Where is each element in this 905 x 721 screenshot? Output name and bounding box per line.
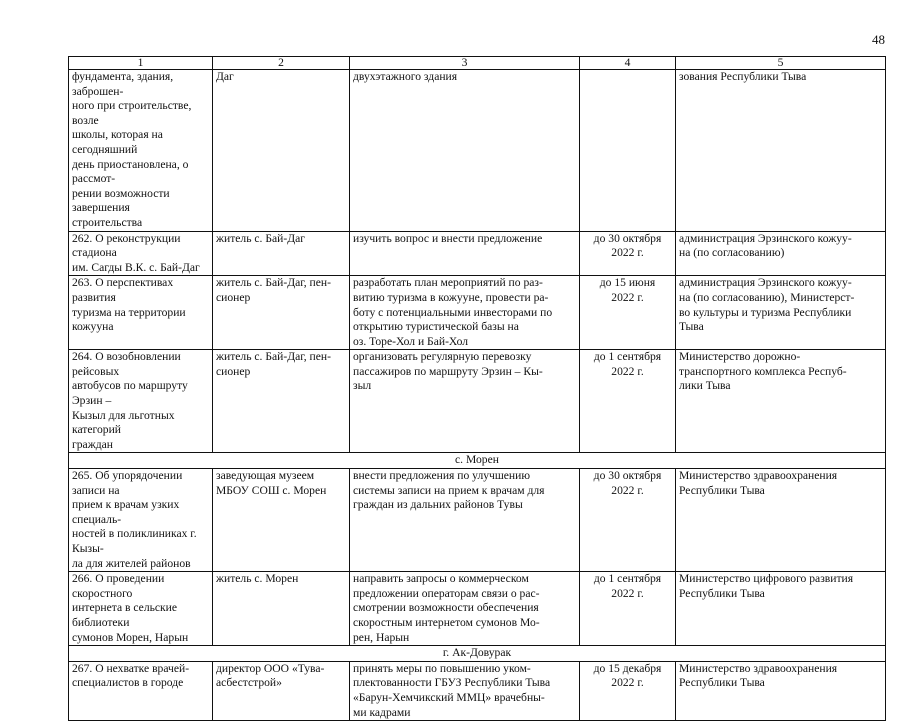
deadline-cell — [580, 572, 676, 646]
responsible-cell — [676, 70, 886, 232]
author-cell — [213, 231, 350, 276]
cell-line: изучить вопрос и внести предложение — [353, 231, 543, 245]
cell-line: зования Республики Тыва — [679, 70, 807, 83]
cell-line: МБОУ СОШ с. Морен — [216, 483, 327, 497]
cell-line: им. Сагды В.К. с. Бай-Даг — [72, 260, 200, 274]
cell-line: 264. О возобновлении рейсовых — [72, 350, 181, 378]
cell-line: рен, Нарын — [353, 630, 410, 644]
responsible-cell — [676, 469, 886, 572]
cell-line: до 15 июня — [599, 276, 656, 290]
cell-line: предложении операторам связи о рас- — [353, 586, 540, 600]
cell-line: 263. О перспективах развития — [72, 276, 174, 304]
cell-line: администрация Эрзинского кожуу- — [679, 231, 852, 245]
cell-line: рении возможности завершения — [72, 186, 170, 215]
table-row — [69, 572, 886, 646]
header-cell-2: 2 — [213, 57, 350, 70]
cell-line: день приостановлена, о рассмот- — [72, 157, 189, 186]
cell-line: асбестстрой» — [216, 676, 282, 690]
action-cell — [350, 572, 580, 646]
cell-line: до 15 декабря — [593, 661, 662, 675]
cell-line: направить запросы о коммерческом — [353, 572, 529, 586]
deadline-cell — [580, 661, 676, 720]
cell-line: граждан из дальних районов Тувы — [353, 498, 523, 512]
header-cell-1: 1 — [69, 57, 213, 70]
cell-line: сионер — [216, 290, 251, 304]
section-label: г. Ак-Довурак — [69, 646, 886, 662]
action-cell — [350, 70, 580, 232]
cell-line: Тыва — [679, 320, 704, 334]
cell-line: Республики Тыва — [679, 676, 765, 690]
header-cell-3: 3 — [350, 57, 580, 70]
header-cell-5: 5 — [676, 57, 886, 70]
cell-line: боту с потенциальными инвесторами по — [353, 305, 553, 319]
section-row — [69, 453, 886, 469]
deadline-cell — [580, 231, 676, 276]
cell-line: плектованности ГБУЗ Республики Тыва — [353, 676, 551, 690]
cell-line: 265. Об упорядочении записи на — [72, 469, 183, 497]
cell-line: во культуры и туризма Республики — [679, 305, 852, 319]
cell-line: граждан — [72, 437, 113, 451]
table-row — [69, 469, 886, 572]
cell-line: двухэтажного здания — [353, 70, 458, 83]
action-cell — [350, 276, 580, 350]
cell-line: организовать регулярную перевозку — [353, 350, 532, 364]
cell-line: ностей в поликлиниках г. Кызы- — [72, 527, 197, 555]
topic-cell — [69, 469, 213, 572]
table-row — [69, 350, 886, 453]
author-cell — [213, 572, 350, 646]
cell-line: транспортного комплекса Респуб- — [679, 364, 847, 378]
cell-line: Министерство здравоохранения — [679, 469, 838, 483]
cell-line: разработать план мероприятий по раз- — [353, 276, 543, 290]
cell-line: зыл — [353, 379, 372, 393]
topic-cell — [69, 661, 213, 720]
cell-line: лики Тыва — [679, 379, 731, 393]
action-cell — [350, 469, 580, 572]
author-cell — [213, 661, 350, 720]
cell-line: до 1 сентября — [593, 350, 662, 364]
cell-line: житель с. Бай-Даг, пен- — [216, 350, 331, 364]
cell-line: Республики Тыва — [679, 483, 765, 497]
author-cell — [213, 469, 350, 572]
cell-line: фундамента, здания, заброшен- — [72, 70, 174, 98]
action-cell — [350, 231, 580, 276]
document-table — [68, 56, 886, 721]
cell-line: 2022 г. — [611, 676, 644, 690]
cell-line: 2022 г. — [611, 290, 644, 304]
author-cell — [213, 276, 350, 350]
responsible-cell — [676, 350, 886, 453]
page-number: 48 — [872, 32, 885, 47]
cell-line: пассажиров по маршруту Эрзин – Кы- — [353, 364, 543, 378]
responsible-cell — [676, 661, 886, 720]
cell-line: 267. О нехватке врачей- — [72, 661, 190, 675]
cell-line: до 30 октября — [593, 469, 662, 483]
cell-line: Республики Тыва — [679, 586, 765, 600]
cell-line: ла для жителей районов — [72, 556, 191, 570]
table-row — [69, 231, 886, 276]
table-row — [69, 276, 886, 350]
cell-line: прием к врачам узких специаль- — [72, 498, 180, 526]
cell-line: туризма на территории кожууна — [72, 305, 186, 334]
cell-line: директор ООО «Тува- — [216, 661, 325, 675]
cell-line: до 30 октября — [593, 231, 662, 245]
cell-line: Министерство цифрового развития — [679, 572, 854, 586]
cell-line: системы записи на прием к врачам для — [353, 483, 545, 497]
responsible-cell — [676, 276, 886, 350]
cell-line: принять меры по повышению уком- — [353, 661, 531, 675]
document-table-body — [69, 57, 886, 721]
cell-line: 266. О проведении скоростного — [72, 572, 165, 600]
responsible-cell — [676, 572, 886, 646]
header-cell-4: 4 — [580, 57, 676, 70]
cell-line: ми кадрами — [353, 705, 411, 719]
section-label: с. Морен — [69, 453, 886, 469]
author-cell — [213, 350, 350, 453]
cell-line: скоростным интернетом сумонов Мо- — [353, 615, 540, 629]
cell-line: «Барун-Хемчикский ММЦ» врачебны- — [353, 690, 545, 704]
cell-line: интернета в сельские библиотеки — [72, 601, 178, 629]
deadline-cell — [580, 350, 676, 453]
cell-line: житель с. Бай-Даг — [216, 231, 306, 245]
cell-line: Министерство здравоохранения — [679, 661, 838, 675]
cell-line: сумонов Морен, Нарын — [72, 630, 189, 644]
cell-line: Кызыл для льготных категорий — [72, 408, 175, 437]
cell-line: автобусов по маршруту Эрзин – — [72, 379, 188, 408]
cell-line: сионер — [216, 364, 251, 378]
cell-line: строительства — [72, 215, 143, 229]
cell-line: открытию туристической базы на — [353, 320, 519, 334]
table-row — [69, 661, 886, 720]
cell-line: житель с. Бай-Даг, пен- — [216, 276, 331, 290]
section-row — [69, 646, 886, 662]
topic-cell — [69, 276, 213, 350]
cell-line: администрация Эрзинского кожуу- — [679, 276, 852, 290]
cell-line: житель с. Морен — [216, 572, 299, 586]
cell-line: оз. Торе-Хол и Бай-Хол — [353, 334, 468, 348]
deadline-cell — [580, 70, 676, 232]
header-row — [69, 57, 886, 70]
cell-line: специалистов в городе — [72, 676, 184, 690]
cell-line: заведующая музеем — [216, 469, 315, 483]
cell-line: 262. О реконструкции стадиона — [72, 231, 181, 260]
cell-line: 2022 г. — [611, 246, 644, 260]
cell-line: Даг — [216, 70, 234, 83]
topic-cell — [69, 350, 213, 453]
cell-line: на (по согласованию) — [679, 246, 785, 260]
topic-cell — [69, 231, 213, 276]
cell-line: 2022 г. — [611, 364, 644, 378]
cell-line: 2022 г. — [611, 586, 644, 600]
action-cell — [350, 350, 580, 453]
topic-cell — [69, 70, 213, 232]
cell-line: на (по согласованию), Министерст- — [679, 290, 855, 304]
deadline-cell — [580, 276, 676, 350]
deadline-cell — [580, 469, 676, 572]
cell-line: смотрении возможности обеспечения — [353, 601, 539, 615]
cell-line: 2022 г. — [611, 483, 644, 497]
cell-line: внести предложения по улучшению — [353, 469, 531, 483]
table-row — [69, 70, 886, 232]
responsible-cell — [676, 231, 886, 276]
cell-line: школы, которая на сегодняшний — [72, 128, 163, 156]
topic-cell — [69, 572, 213, 646]
cell-line: ного при строительстве, возле — [72, 99, 192, 127]
action-cell — [350, 661, 580, 720]
cell-line: витию туризма в кожууне, провести ра- — [353, 290, 549, 304]
author-cell — [213, 70, 350, 232]
cell-line: до 1 сентября — [593, 572, 662, 586]
cell-line: Министерство дорожно- — [679, 350, 801, 364]
